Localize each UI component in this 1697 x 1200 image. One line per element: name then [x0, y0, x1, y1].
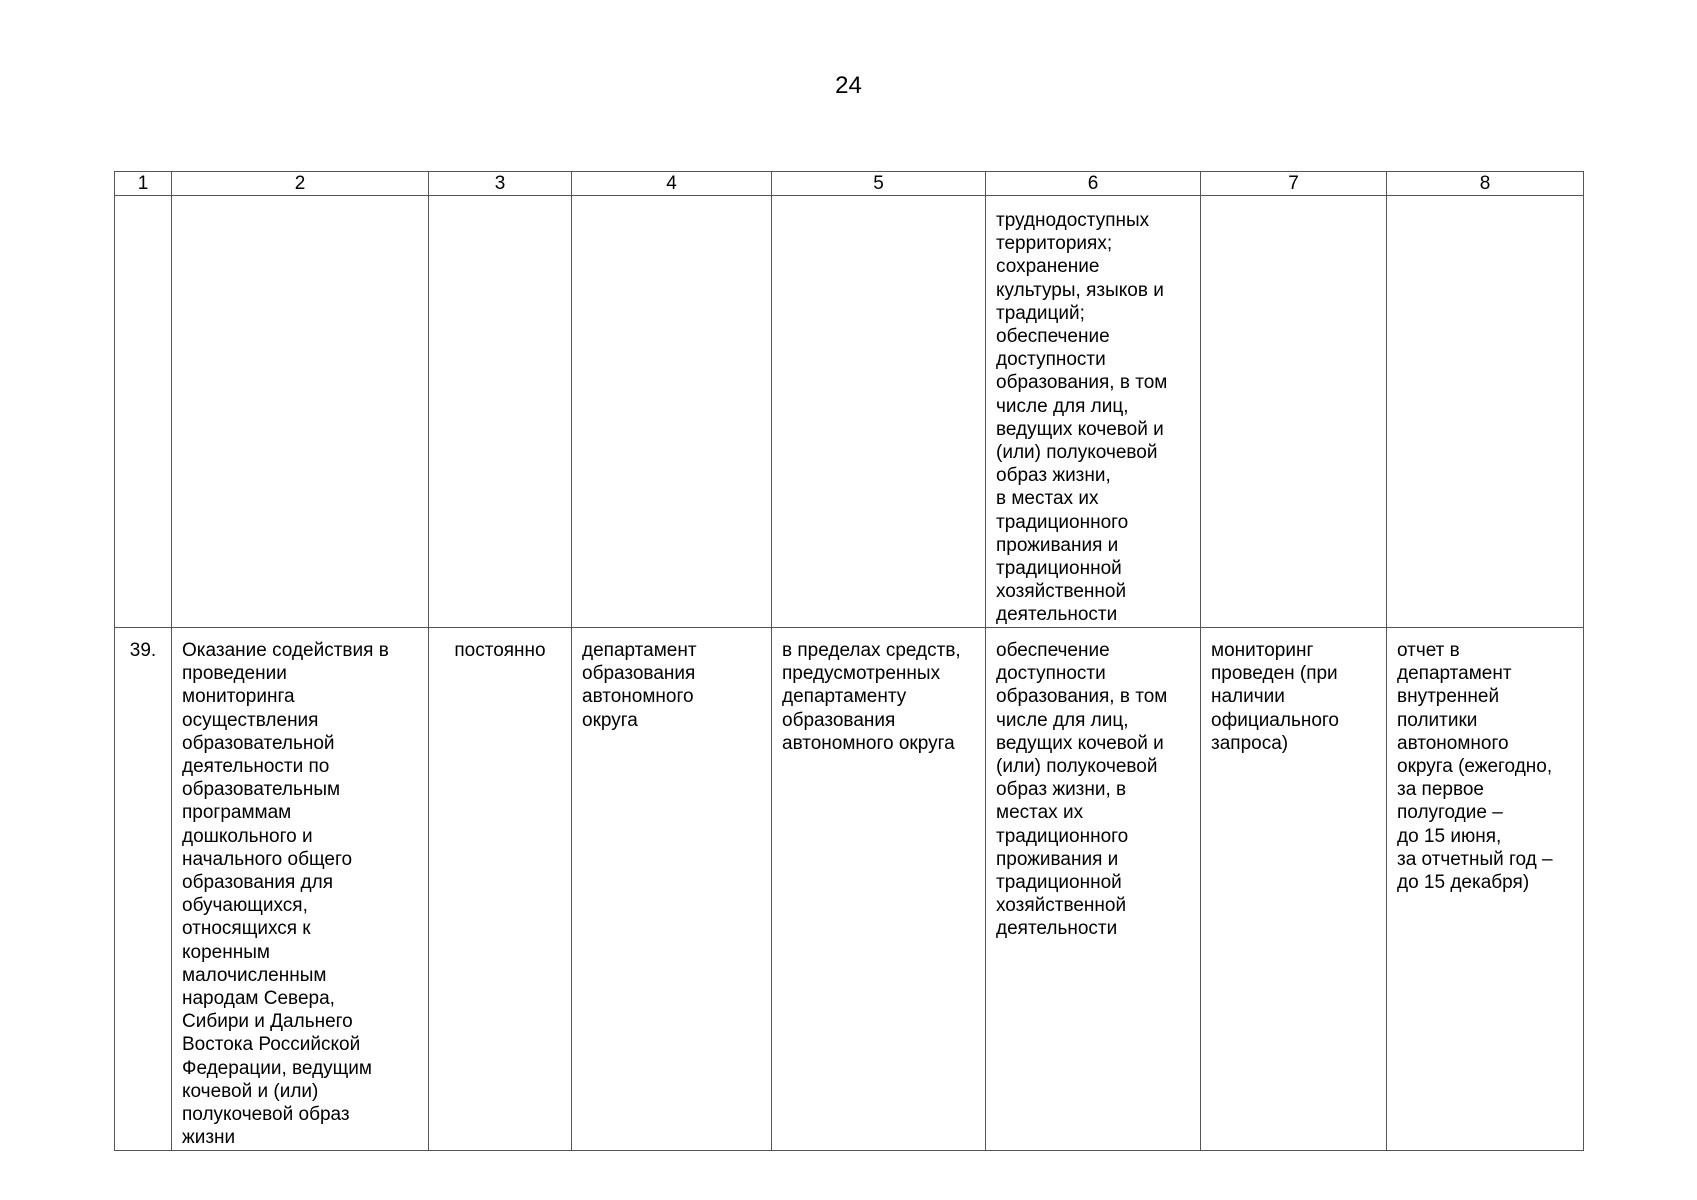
cell-goal-continuation: труднодоступных территориях; сохранение культуры, языков и традиций; обеспечение доступности образования, в том числе для лиц, ведущих кочевой и (или) полукочевой образ жизни, в местах их традиционного проживания и традиционной хозяйственной деятельности [986, 196, 1201, 628]
column-header-7: 7 [1201, 172, 1387, 196]
cell-empty [115, 196, 172, 628]
cell-result: мониторинг проведен (при наличии официального запроса) [1201, 628, 1387, 1151]
cell-empty [1201, 196, 1387, 628]
column-header-3: 3 [429, 172, 572, 196]
cell-report: отчет в департамент внутренней политики автономного округа (ежегодно, за первое полугодие – до 15 июня, за отчетный год – до 15 декабря) [1387, 628, 1584, 1151]
page-number: 24 [835, 72, 862, 99]
document-table [114, 171, 1584, 1151]
cell-row-number: 39. [115, 628, 172, 1151]
table-row-39 [115, 628, 1584, 1151]
cell-empty [429, 196, 572, 628]
column-header-5: 5 [772, 172, 986, 196]
cell-action: Оказание содействия в проведении мониторинга осуществления образовательной деятельности по образовательным программам дошкольного и начального общего образования для обучающихся, относящихся к коренным малочисленным народам Севера, Сибири и Дальнего Востока Российской Федерации, ведущим кочевой и (или) полукочевой образ жизни [172, 628, 429, 1151]
cell-empty [772, 196, 986, 628]
cell-empty [1387, 196, 1584, 628]
cell-financing: в пределах средств, предусмотренных департаменту образования автономного округа [772, 628, 986, 1151]
cell-empty [572, 196, 772, 628]
column-header-6: 6 [986, 172, 1201, 196]
table-row-continuation [115, 196, 1584, 628]
cell-term: постоянно [429, 628, 572, 1151]
column-header-2: 2 [172, 172, 429, 196]
column-header-1: 1 [115, 172, 172, 196]
cell-goal: обеспечение доступности образования, в том числе для лиц, ведущих кочевой и (или) полукочевой образ жизни, в местах их традиционного проживания и традиционной хозяйственной деятельности [986, 628, 1201, 1151]
column-header-8: 8 [1387, 172, 1584, 196]
table-header-row [115, 172, 1584, 196]
cell-executor: департамент образования автономного округа [572, 628, 772, 1151]
column-header-4: 4 [572, 172, 772, 196]
cell-empty [172, 196, 429, 628]
